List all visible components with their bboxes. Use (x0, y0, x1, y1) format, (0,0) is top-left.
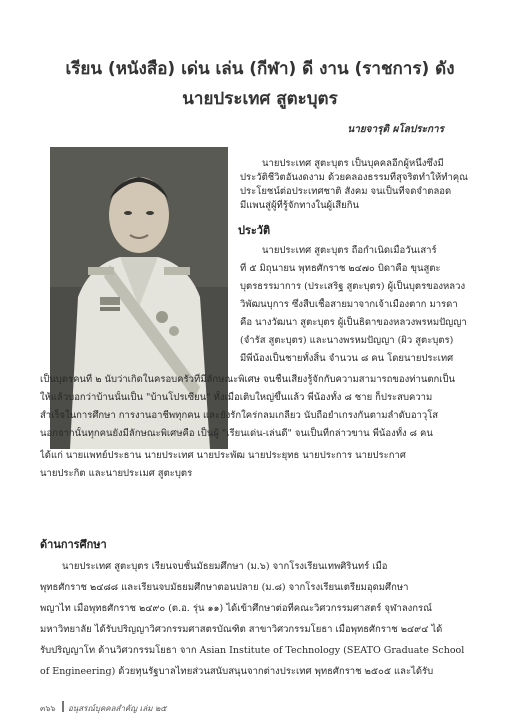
body-line: นายประกิต และนายประเมศ สูตะบุตร (40, 468, 193, 479)
body-line: บุตรธรรมาการ (ประเสริฐ สูตะบุตร) ผู้เป็นบุตรของหลวง (240, 281, 466, 292)
intro-line: นายประเทศ สูตะบุตร เป็นบุคคลอีกผู้หนึ่งซึ่งมี (262, 158, 444, 169)
body-line: ได้แก่ นายแพทย์ประธาน นายประเทศ นายประพัฒ นายประยุทธ นายประการ นายประกาศ (40, 450, 406, 461)
author-byline: นายจารุติ ผโลประการ (347, 124, 444, 135)
book-title: อนุสรณ์บุคคลสำคัญ เล่ม ๒๕ (68, 704, 167, 713)
body-line: เป็นบุตรคนที่ ๒ นับว่าเกิดในครอบครัวที่มีลักษณะพิเศษ จนชื่นเสียงรู้จักกับความสามารถของท่านตกเป็น (40, 374, 456, 385)
body-line: นายประเทศ สูตะบุตร เรียนจบชั้นมัธยมศึกษา (ม.๖) จากโรงเรียนเทพศิรินทร์ เมื่อ (62, 561, 388, 572)
intro-line: มีแพนสู่ผู้ที่รู้จักทางในผู้เสียกิน (240, 200, 359, 211)
body-line: คือ นางวัฒนา สูตะบุตร ผู้เป็นธิดาของหลวงพรหมปัญญา (240, 317, 467, 328)
body-line: สำเร็จในการศึกษา การงานอาชีพทุกคน และยังรักใคร่กลมเกลียว นับถือยำเกรงกันตามลำดับอาวุโส (40, 410, 439, 421)
body-line: (จำรัส สูตะบุตร) และนางพรหมปัญญา (ผิว สูตะบุตร) (240, 335, 454, 346)
body-line: ที่ ๕ มิถุนายน พุทธศักราช ๒๔๗๐ บิดาคือ ขุนสูตะ (240, 263, 441, 274)
body-line: นายประเทศ สูตะบุตร ถือกำเนิดเมื่อวันเสาร์ (262, 245, 437, 256)
section-heading-biography: ประวัติ (238, 224, 271, 237)
body-line: ให้แล้วบอกว่าบ้านนั้นเป็น "บ้านโปรเซียน" ทั้งเมื่อเติบใหญ่ขึ้นแล้ว พี่น้องทั้ง ๘ ชาย ก็ประสบความ (40, 392, 433, 403)
article-title: เรียน (หนังสือ) เด่น เล่น (กีฬา) ดี งาน (ราชการ) ดัง (65, 59, 455, 79)
intro-line: ประโยชน์ต่อประเทศชาติ สังคม จนเป็นที่จดจำตลอด (240, 186, 452, 197)
intro-line: ประวัติชีวิตอันงดงาม ด้วยคลองธรรมที่สุจริตทำให้ทำคุณ (240, 172, 468, 183)
body-line: วิพัฒนบุการ ซึ่งสืบเชื้อสายมาจากเจ้าเมืองตาก มารดา (240, 299, 458, 310)
footer-divider (62, 701, 64, 712)
body-line: พญาไท เมื่อพุทธศักราช ๒๔๙๐ (ต.อ. รุ่น ๑๑) ได้เข้าศึกษาต่อที่คณะวิศวกรรมศาสตร์ จุฬาลงกรณ์ (40, 603, 432, 614)
section-heading-education: ด้านการศึกษา (40, 538, 107, 551)
page-number: ๓๖๖ (40, 704, 56, 713)
article-subtitle: นายประเทศ สูตะบุตร (182, 89, 338, 109)
body-line: รับปริญญาโท ด้านวิศวกรรมโยธา จาก Asian Institute of Technology (SEATO Graduate School (40, 645, 465, 656)
body-line: นอกจากนั้นทุกคนยังมีลักษณะพิเศษคือ เป็นผู้ "เรียนเด่น-เล่นดี" จนเป็นที่กล่าวขาน พี่น้องทั้ง ๘ คน (40, 428, 433, 439)
body-line: มหาวิทยาลัย ได้รับปริญญาวิศวกรรมศาสตรบัณฑิต สาขาวิศวกรรมโยธา เมื่อพุทธศักราช ๒๔๙๔ ได้ (40, 624, 443, 635)
body-line: พุทธศักราช ๒๔๘๘ และเรียนจบมัธยมศึกษาตอนปลาย (ม.๘) จากโรงเรียนเตรียมอุดมศึกษา (40, 582, 409, 593)
body-line: มีพี่น้องเป็นชายทั้งสิ้น จำนวน ๘ คน โดยนายประเทศ (240, 353, 454, 364)
body-line: of Engineering) ด้วยทุนรัฐบาลไทยส่วนสนับสนุนจากต่างประเทศ พุทธศักราช ๒๕๐๕ และได้รับ (40, 666, 434, 677)
page-footer (40, 700, 480, 714)
